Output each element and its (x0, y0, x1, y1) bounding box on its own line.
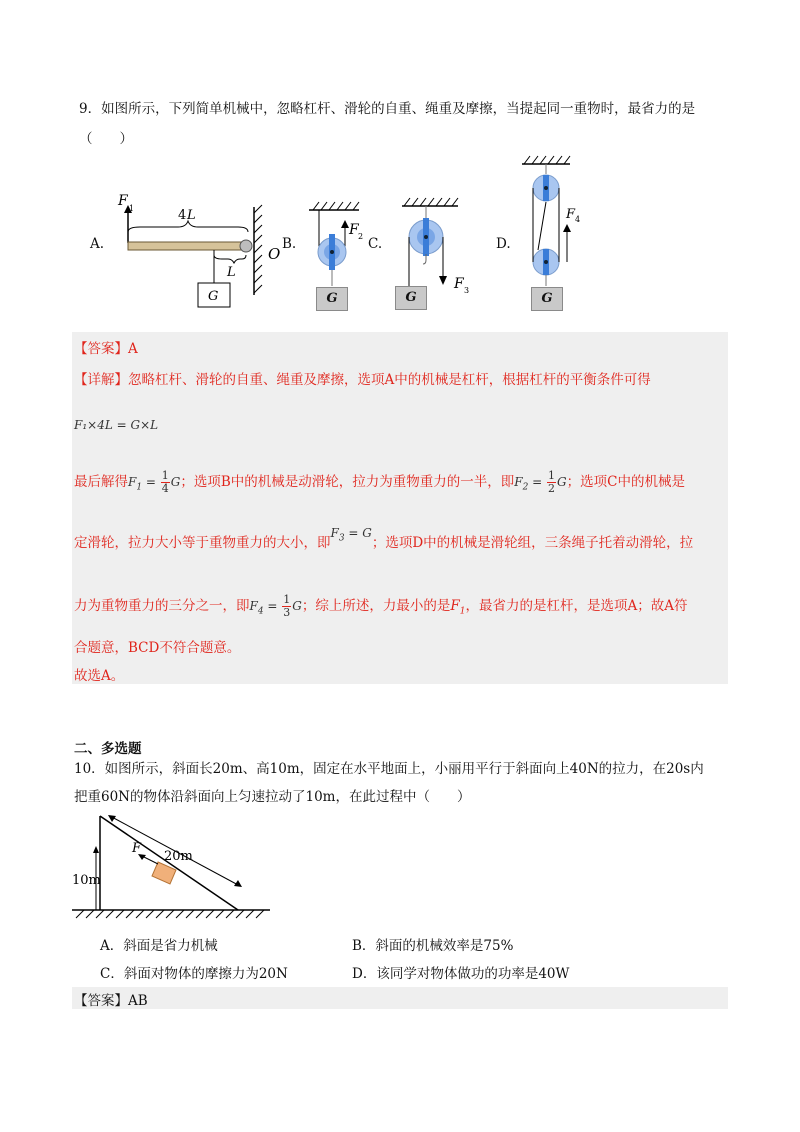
o-label: O (268, 245, 281, 263)
q10-answer: 【答案】AB (74, 993, 148, 1009)
option-b-label: B. (282, 236, 297, 252)
q9-line7: 故选A。 (74, 668, 125, 684)
q9-answer: 【答案】A (74, 341, 138, 357)
l-label: L (227, 265, 236, 280)
f3-sub: 3 (464, 286, 470, 295)
q9-line5: 力为重物重力的三分之一，即$F_4$ = $\frac{1}{3}$ G；综上所述，力最小的是$F_1$，最省力的是杠杆，是选项A；故A符 (74, 593, 688, 619)
q9-line6: 合题意，BCD不符合题意。 (74, 640, 241, 656)
svg-text:L: L (187, 208, 196, 223)
g-block-c: G (395, 286, 427, 310)
option-c-label: C. (368, 236, 383, 252)
q9-line3: 最后解得$F_1$ = $\frac{1}{4}$ G；选项B中的机械是动滑轮，拉力为重物重力的一半，即$F_2$ = $\frac{1}{2}$ G；选项C中的机械是 (74, 469, 685, 495)
option-d-label: D. (496, 236, 511, 252)
f3-label: F (454, 276, 464, 292)
f2-label: F (349, 222, 359, 238)
q10-option-a: A．斜面是省力机械 (100, 938, 218, 954)
q9-stem: 9．如图所示，下列简单机械中，忽略杠杆、滑轮的自重、绳重及摩擦，当提起同一重物时，最省力的是 (79, 101, 696, 117)
section-title: 二、多选题 (74, 741, 142, 757)
f1-label: F (118, 193, 128, 209)
q10-stem-1: 10．如图所示，斜面长20m、高10m，固定在水平地面上，小丽用平行于斜面向上40N的拉力，在20s内 (74, 761, 704, 777)
incline-f-label: F (132, 841, 142, 856)
q10-option-d: D．该同学对物体做功的功率是40W (352, 966, 570, 982)
g-label-a: G (208, 289, 219, 304)
q10-answer-box (72, 987, 728, 1009)
f4-label: F (566, 207, 576, 222)
q9-detail: 【详解】忽略杠杆、滑轮的自重、绳重及摩擦，选项A中的机械是杠杆，根据杠杆的平衡条件可得 (74, 372, 651, 388)
lever-figure (110, 185, 281, 315)
f4-sub: 4 (575, 215, 581, 224)
q10-stem-2: 把重60N的物体沿斜面向上匀速拉动了10m，在此过程中（ ） (74, 789, 471, 805)
g-block-b: G (316, 287, 348, 311)
pulley-block-figure (516, 150, 586, 310)
four-l-label: 4 (178, 208, 187, 223)
option-a-label: A. (90, 236, 105, 252)
q10-option-b: B．斜面的机械效率是75% (352, 938, 514, 954)
incline-length-label: 20m (164, 849, 193, 864)
q9-equation: F₁×4L = G×L (74, 418, 159, 432)
g-block-d: G (531, 287, 563, 311)
q9-paren: （ ） (79, 131, 133, 147)
f2-sub: 2 (358, 232, 364, 241)
incline-figure (72, 812, 272, 922)
f1-sub: 1 (129, 204, 135, 213)
q10-option-c: C．斜面对物体的摩擦力为20N (100, 966, 288, 982)
incline-height-label: 10m (72, 873, 101, 888)
q9-line4: 定滑轮，拉力大小等于重物重力的大小，即$F_3 = G$；选项D中的机械是滑轮组，三条绳子托着动滑轮，拉 (74, 526, 694, 551)
